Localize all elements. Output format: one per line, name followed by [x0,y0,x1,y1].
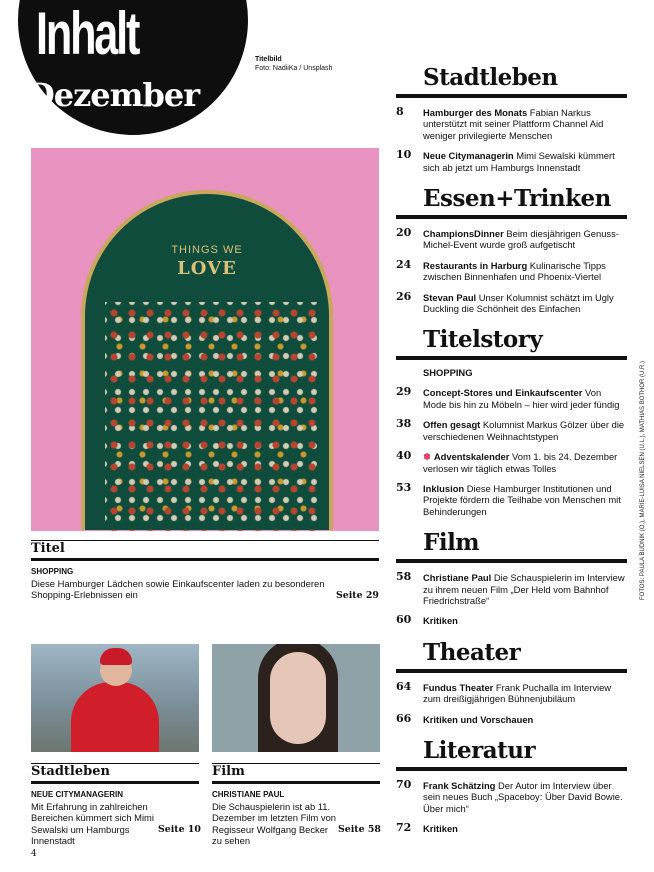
toc-entry-title: Frank Schätzing [423,779,496,791]
sign-text-line1: THINGS WE [171,244,243,256]
toc-page-number: 38 [396,417,412,431]
section-rule [396,356,627,360]
toc-entry-title: ChampionsDinner [423,228,504,240]
toc-entry-title: Stevan Paul [423,291,477,303]
film-photo [212,644,380,752]
toc-page-number: 72 [396,821,412,835]
section-rule [396,767,627,771]
cover-photo [31,148,379,531]
toc-section [396,737,627,835]
toc-entry-title: Restaurants in Harburg [423,259,528,271]
sign-text-line2: LOVE [177,258,237,279]
film-box-sub: CHRISTIANE PAUL [212,790,285,799]
toc-section [396,64,627,173]
page-title: Inhalt [36,0,139,67]
stadtleben-box-sub: NEUE CITYMANAGERIN [31,790,124,799]
toc-entry-title: Hamburger des Monats [423,107,528,118]
toc-page-number: 53 [396,480,412,494]
toc-section [396,639,627,725]
toc-entry-title: Neue Citymanagerin [423,150,514,162]
stadtleben-photo [31,644,199,752]
divider [31,558,379,561]
ornament-display-arch [81,190,333,530]
stadtleben-box-page-link[interactable]: Seite 10 [158,824,201,835]
toc-entry-text: Die Schauspielerin im Interview zu ihrem neuen Film „Der Held vom Bahnhof Friedrichstraße“ [423,572,625,606]
toc-entry-text: Diese Hamburger Institutionen und Projekte fördern die Teilhabe von Menschen mit Behinderungen [423,482,621,517]
section-heading: Essen+Trinken [423,185,611,213]
toc-page-number: 24 [396,257,412,271]
titel-box-sub: SHOPPING [31,567,74,576]
toc-entry[interactable] [396,572,627,606]
toc-page-number: 26 [396,289,412,303]
toc-page-number: 58 [396,570,412,584]
toc-entry[interactable] [396,387,627,410]
toc-entry[interactable] [396,419,627,442]
issue-month: Dezember [27,76,200,114]
toc-page-number: 8 [396,105,404,118]
toc-section [396,185,627,314]
cover-credit [255,55,332,73]
divider [31,540,379,541]
toc-entry-title: Kritiken [423,823,458,835]
ornaments-pattern [105,302,317,531]
film-box-page-link[interactable]: Seite 58 [338,824,381,835]
toc-entry[interactable] [396,451,627,474]
toc-entry-text: Fabian Narkus unterstützt mit seiner Plattform Channel Aid weniger privilegierte Menschen [423,107,604,141]
toc-section [396,529,627,627]
toc-entry[interactable] [396,711,627,725]
toc-page-number: 70 [396,777,412,791]
stadtleben-box-heading: Stadtleben [31,764,110,779]
film-box-heading: Film [212,764,245,779]
toc-entry-title: Kritiken und Vorschauen [423,713,534,725]
toc-entry-text: Unser Kolumnist schätzt im Ugly Duckling die Schönheit des Einfachen [423,291,614,315]
toc-entry-title: Concept-Stores und Einkaufscenter [423,387,583,399]
toc-entry[interactable] [396,777,627,814]
toc-entry-text: Der Autor im Interview über sein neues Buch „Spaceboy: Über David Bowie. Über mich“ [423,779,623,814]
section-heading: Theater [423,638,521,666]
cover-credit-text: Foto: NadiiKa / Unsplash [255,65,333,72]
toc-page-number: 60 [396,613,412,627]
cover-credit-label: Titelbild [255,56,282,63]
section-heading: Film [423,529,480,557]
stadtleben-box-text: Mit Erfahrung in zahlreichen Bereichen kümmert sich Mimi Sewalski um Hamburgs Innenstadt [31,801,154,847]
section-subhead: SHOPPING [423,367,473,379]
toc-entry-title: Adventskalender [433,451,510,463]
divider [212,781,380,784]
toc-entry[interactable] [396,150,627,173]
section-heading: Literatur [423,736,536,764]
toc-entry[interactable] [396,823,627,834]
toc-entry-text: Kulinarische Tipps zwischen Binnenhafen und Phoenix-Viertel [423,259,606,283]
section-rule [396,559,627,563]
toc-entry-title: Christiane Paul [423,572,492,584]
page-number: 4 [31,849,37,859]
toc-page-number: 20 [396,226,412,240]
section-rule [396,94,627,98]
toc-entry-text: Beim diesjährigen Genuss-Michel-Event wurde groß aufgetischt [423,228,619,251]
toc-entry-text: Frank Puchalla im Interview zum dreißigjährigen Bühnenjubiläum [423,681,612,705]
toc-entry-text: Vom 1. bis 24. Dezember verlosen wir täglich etwas Tolles [423,451,618,474]
toc-page-number: 40 [396,449,412,463]
toc-entry[interactable] [396,257,627,283]
toc-entry-title: Kritiken [423,615,458,627]
toc-entry-text: Kolumnist Markus Gölzer über die verschiedenen Weihnachtstypen [423,419,625,442]
toc-entry[interactable] [396,615,627,626]
toc-entry-text: Mimi Sewalski kümmert sich ab jetzt um Hamburgs Innenstadt [423,150,615,173]
titel-box-text: Diese Hamburger Lädchen sowie Einkaufscenter laden zu besonderen Shopping-Erlebnissen ein [31,578,325,601]
toc-entry-title: Inklusion [423,482,465,494]
photo-credits: FOTOS: PAULA BUDNIK (O.), MARIE-LUISA NIELSEN (U.L.), MATHIAS BOTHOR (U.R.) [640,360,646,600]
toc-entry[interactable] [396,480,627,517]
toc-entry[interactable] [396,228,627,251]
section-rule [396,215,627,219]
toc-page-number: 66 [396,711,412,725]
titel-box-heading: Titel [31,541,65,556]
snowflake-icon: ❄ [423,451,431,463]
toc-entry[interactable] [396,679,627,705]
section-heading: Stadtleben [423,64,558,91]
toc-page-number: 64 [396,679,412,693]
toc-entry[interactable] [396,107,627,141]
divider [31,781,199,784]
toc-page-number: 29 [396,385,412,399]
toc-entry-title: Fundus Theater [423,681,494,693]
toc-entry-text: Von Mode bis hin zu Möbeln – hier wird jeder fündig [423,387,620,410]
table-of-contents [396,64,627,835]
toc-page-number: 10 [396,148,412,162]
section-heading: Titelstory [423,326,543,354]
toc-section [396,326,627,517]
toc-entry-title: Offen gesagt [423,419,481,431]
titel-box-page-link[interactable]: Seite 29 [336,590,379,601]
toc-entry[interactable] [396,289,627,315]
film-box-text: Die Schauspielerin ist ab 11. Dezember im letzten Film von Regisseur Wolfgang Becker zu sehen [212,801,336,847]
section-rule [396,669,627,673]
